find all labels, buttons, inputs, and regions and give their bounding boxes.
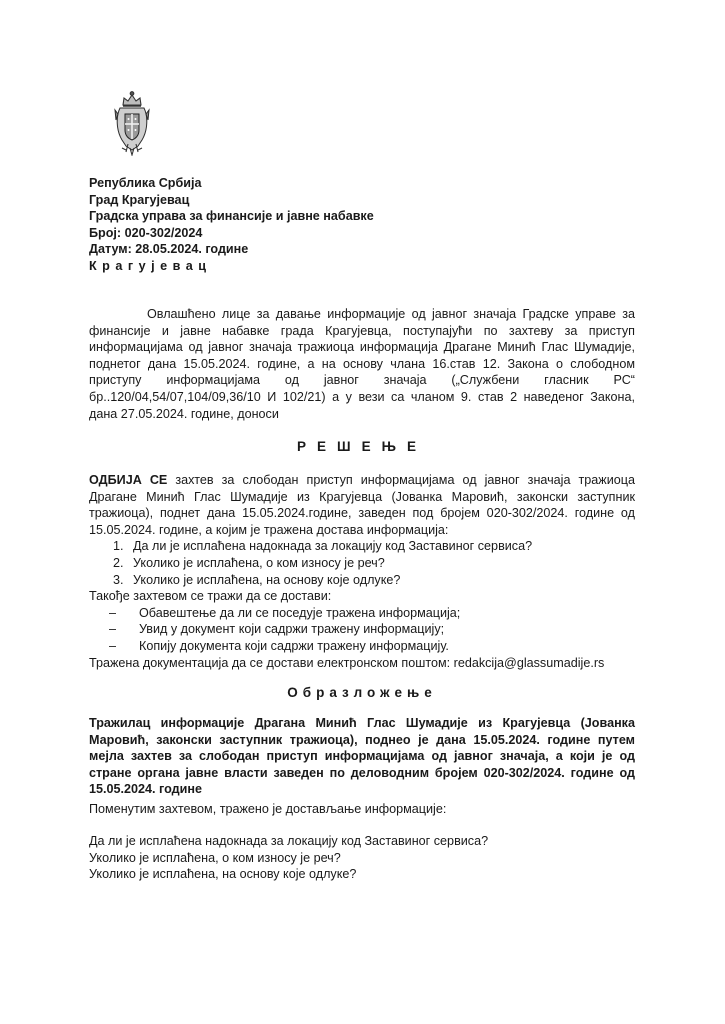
question-list [89, 538, 635, 588]
intro-line: приступу информацијама од јавног значаја („Службени гласник РС“ [89, 373, 635, 388]
list-number: 3. [113, 572, 124, 587]
list-text: Копију документа који садржи тражену информацију. [139, 638, 449, 653]
coat-of-arms-icon [114, 90, 150, 156]
list-dash: – [109, 622, 117, 637]
intro-line: бр..120/04,54/07,104/09,36/10 И 102/21) а у вези са чланом 9. став 2 наведеног Закона, [89, 389, 635, 404]
delivery-instruction: Тражена документација да се достави електронском поштом: redakcija@glassumadije.rs [89, 655, 605, 670]
decision-line: Драгане Минић Глас Шумадије из Крагујевца (Јованка Маровић, законски заступник [89, 489, 635, 504]
list-item: Уколико је исплаћена, на основу које одлуке? [89, 867, 357, 882]
reasoning-questions [89, 833, 635, 883]
reasoning-line: мејла захтев за слободан приступ информацијама од јавног значаја, а који је од [89, 749, 635, 764]
document-number: Број: 020-302/2024 [89, 225, 203, 240]
reasoning-title: Образложење [287, 685, 437, 700]
header-block [89, 175, 449, 275]
requested-items-list [89, 605, 635, 655]
list-item: Уколико је исплаћена, о ком износу је реч? [89, 850, 341, 865]
decision-line: тражиоца), поднет дана 15.05.2024.године, заведен под бројем 020-302/2024. године од [89, 506, 635, 521]
list-item [113, 538, 635, 555]
republic-name: Република Србија [89, 176, 202, 190]
list-item: Да ли је исплаћена надокнада за локацију код Заставиног сервиса? [89, 834, 489, 848]
intro-line: Овлашћено лице за давање информације од јавног значаја Градске управе за [147, 307, 635, 321]
list-text: Увид у документ који садржи тражену информацију; [139, 622, 445, 637]
mentioned-request: Поменутим захтевом, тражено је достављање информације: [89, 802, 447, 816]
city-name: Град Крагујевац [89, 192, 190, 207]
decision-line [89, 472, 635, 489]
list-dash: – [109, 605, 117, 620]
also-requested: Такође захтевом се тражи да се достави: [89, 589, 332, 604]
reasoning-paragraph [89, 715, 635, 798]
department-name: Градска управа за финансије и јавне набавке [89, 209, 374, 224]
list-item [109, 621, 635, 638]
decision-title: РЕШЕЊЕ [297, 439, 427, 454]
decision-line: 15.05.2024. године, а којим је тражена достава информација: [89, 522, 449, 537]
list-text: Да ли је исплаћена надокнада за локацију код Заставиног сервиса? [133, 539, 533, 554]
decision-lead-rest: захтев за слободан приступ информацијама од јавног значаја тражиоца [167, 473, 635, 487]
intro-line: финансије и јавне набавке града Крагујевца, поступајући по захтеву за приступ [89, 323, 635, 338]
decision-lead: ОДБИЈА СЕ [89, 473, 168, 487]
intro-paragraph [89, 306, 635, 422]
reasoning-line: стране органа јавне власти заведен по деловодним бројем 020-302/2024. године од [89, 765, 635, 780]
reasoning-line: 15.05.2024. године [89, 782, 202, 797]
intro-line: информацијама од јавног значаја тражиоца информација Драгане Минић Глас Шумадије, [89, 340, 635, 355]
list-number: 2. [113, 555, 124, 570]
document-date: Датум: 28.05.2024. године [89, 242, 249, 257]
list-item [113, 555, 635, 572]
list-text: Уколико је исплаћена, о ком износу је реч? [133, 555, 385, 570]
list-item [113, 572, 635, 589]
reasoning-line: Тражилац информације Драгана Минић Глас Шумадије из Крагујевца (Јованка [89, 716, 635, 730]
list-number: 1. [113, 539, 124, 554]
list-item [109, 638, 635, 655]
list-text: Уколико је исплаћена, на основу које одлуке? [133, 572, 401, 587]
reasoning-line: Маровић, законски заступник тражиоца), поднео је дана 15.05.2024. године путем [89, 732, 635, 747]
decision-body [89, 472, 635, 671]
intro-line: поднетог дана 15.05.2024. године, а на основу члана 16.став 12. Закона о слободном [89, 356, 635, 371]
list-dash: – [109, 638, 117, 653]
place-name: Крагујевац [89, 258, 212, 273]
list-text: Обавештење да ли се поседује тражена информација; [139, 605, 461, 620]
intro-line: дана 27.05.2024. године, доноси [89, 406, 279, 421]
list-item [109, 605, 635, 622]
